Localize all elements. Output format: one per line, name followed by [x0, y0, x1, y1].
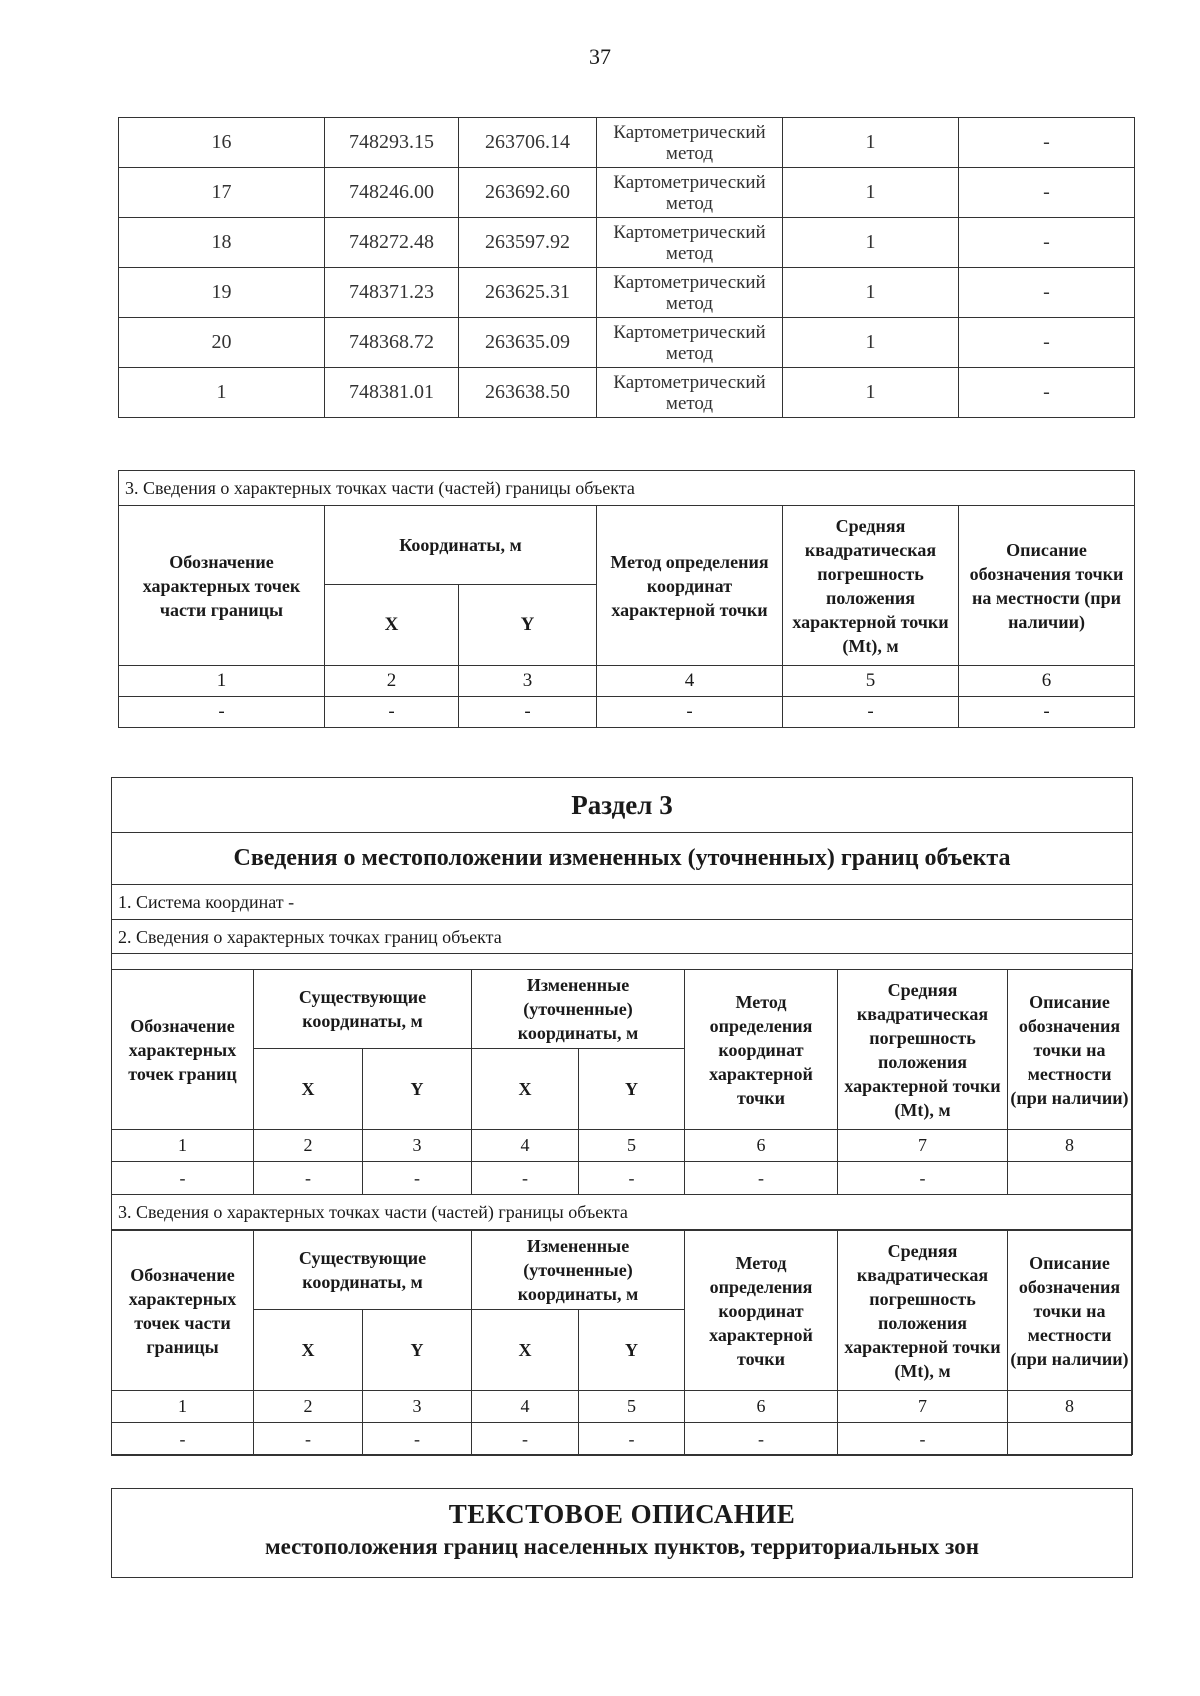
column-numbers-row-cell: 1: [112, 1391, 254, 1423]
empty-row-cell: -: [579, 1162, 685, 1195]
header-points: Обозначение характерных точек границ: [112, 970, 254, 1130]
method: Картометрический метод: [597, 268, 783, 318]
header-y: Y: [459, 585, 597, 666]
coord-y: 263635.09: [459, 318, 597, 368]
column-numbers-row-cell: 1: [119, 666, 325, 697]
coordinates-table: [118, 117, 1135, 418]
accuracy-mt: 1: [783, 118, 959, 168]
header-mt: Средняя квадратическая погрешность положения характерной точки (Mt), м: [838, 970, 1008, 1130]
header-method: Метод определения координат характерной точки: [685, 970, 838, 1130]
empty-row: [119, 697, 1135, 728]
header-x: X: [325, 585, 459, 666]
description: -: [959, 168, 1135, 218]
coord-y: 263638.50: [459, 368, 597, 418]
column-numbers-row-cell: 3: [363, 1391, 472, 1423]
coord-y: 263706.14: [459, 118, 597, 168]
header-method: Метод определения координат характерной точки: [685, 1231, 838, 1391]
description: -: [959, 368, 1135, 418]
accuracy-mt: 1: [783, 168, 959, 218]
text-description-subtitle: местоположения границ населенных пунктов, территориальных зон: [265, 1534, 979, 1559]
header-points: Обозначение характерных точек части границы: [112, 1231, 254, 1391]
text-description-title: ТЕКСТОВОЕ ОПИСАНИЕ: [448, 1499, 796, 1529]
part-boundary-points-table: [118, 470, 1135, 728]
table-row: [119, 168, 1135, 218]
column-numbers-row-cell: 5: [783, 666, 959, 697]
column-numbers-row-cell: 2: [254, 1391, 363, 1423]
column-numbers-row: [112, 1391, 1132, 1423]
header-x-changed: X: [472, 1310, 579, 1391]
empty-row-cell: -: [363, 1423, 472, 1456]
empty-row-cell: -: [119, 697, 325, 728]
column-numbers-row: [112, 1130, 1132, 1162]
header-mt: Средняя квадратическая погрешность положения характерной точки (Mt), м: [783, 506, 959, 666]
coord-x: 748293.15: [325, 118, 459, 168]
column-numbers-row-cell: 4: [472, 1391, 579, 1423]
header-x-existing: X: [254, 1049, 363, 1130]
table-row: [119, 118, 1135, 168]
table-row: [119, 218, 1135, 268]
header-y-existing: Y: [363, 1310, 472, 1391]
header-y-changed: Y: [579, 1310, 685, 1391]
column-numbers-row-cell: 7: [838, 1130, 1008, 1162]
coord-x: 748381.01: [325, 368, 459, 418]
coord-y: 263625.31: [459, 268, 597, 318]
header-existing: Существующие координаты, м: [254, 970, 472, 1049]
method: Картометрический метод: [597, 168, 783, 218]
column-numbers-row-cell: 3: [459, 666, 597, 697]
empty-row-cell: -: [363, 1162, 472, 1195]
table-row: [119, 368, 1135, 418]
empty-row-cell: -: [325, 697, 459, 728]
header-x-changed: X: [472, 1049, 579, 1130]
column-numbers-row-cell: 7: [838, 1391, 1008, 1423]
section-title: Раздел 3: [112, 778, 1132, 833]
column-numbers-row-cell: 2: [254, 1130, 363, 1162]
changed-part-boundary-points-table: [111, 1230, 1132, 1456]
empty-row-cell: -: [597, 697, 783, 728]
description: -: [959, 318, 1135, 368]
column-numbers-row-cell: 4: [597, 666, 783, 697]
header-mt: Средняя квадратическая погрешность положения характерной точки (Mt), м: [838, 1231, 1008, 1391]
accuracy-mt: 1: [783, 318, 959, 368]
header-x-existing: X: [254, 1310, 363, 1391]
section-subtitle: Сведения о местоположении измененных (уточненных) границ объекта: [112, 832, 1132, 885]
method: Картометрический метод: [597, 118, 783, 168]
header-changed: Измененные (уточненные) координаты, м: [472, 970, 685, 1049]
column-numbers-row-cell: 6: [959, 666, 1135, 697]
column-numbers-row-cell: 4: [472, 1130, 579, 1162]
header-desc: Описание обозначения точки на местности (при наличии): [1008, 970, 1132, 1130]
column-numbers-row-cell: 2: [325, 666, 459, 697]
accuracy-mt: 1: [783, 268, 959, 318]
column-numbers-row-cell: 6: [685, 1391, 838, 1423]
column-numbers-row-cell: 1: [112, 1130, 254, 1162]
coord-x: 748371.23: [325, 268, 459, 318]
point-number: 17: [119, 168, 325, 218]
column-numbers-row-cell: 6: [685, 1130, 838, 1162]
header-desc: Описание обозначения точки на местности (при наличии): [959, 506, 1135, 666]
column-numbers-row: [119, 666, 1135, 697]
header-method: Метод определения координат характерной точки: [597, 506, 783, 666]
text-description-box: [111, 1488, 1133, 1578]
accuracy-mt: 1: [783, 218, 959, 268]
empty-row-cell: -: [838, 1162, 1008, 1195]
empty-row-cell: [1008, 1162, 1132, 1195]
column-numbers-row-cell: 8: [1008, 1391, 1132, 1423]
header-changed: Измененные (уточненные) координаты, м: [472, 1231, 685, 1310]
empty-row-cell: -: [472, 1423, 579, 1456]
header-y-existing: Y: [363, 1049, 472, 1130]
method: Картометрический метод: [597, 318, 783, 368]
method: Картометрический метод: [597, 368, 783, 418]
coord-y: 263597.92: [459, 218, 597, 268]
part-caption: 3. Сведения о характерных точках части (частей) границы объекта: [112, 1195, 1132, 1230]
empty-row-cell: -: [959, 697, 1135, 728]
method: Картометрический метод: [597, 218, 783, 268]
description: -: [959, 268, 1135, 318]
description: -: [959, 218, 1135, 268]
empty-row-cell: -: [472, 1162, 579, 1195]
table-caption: 3. Сведения о характерных точках части (частей) границы объекта: [119, 471, 1135, 506]
table-row: [119, 318, 1135, 368]
coord-system: 1. Система координат -: [112, 884, 1132, 920]
coord-x: 748368.72: [325, 318, 459, 368]
column-numbers-row-cell: 8: [1008, 1130, 1132, 1162]
table-row: [119, 268, 1135, 318]
empty-row-cell: -: [254, 1423, 363, 1456]
description: -: [959, 118, 1135, 168]
empty-row-cell: -: [579, 1423, 685, 1456]
column-numbers-row-cell: 3: [363, 1130, 472, 1162]
changed-boundary-points-table: [111, 969, 1132, 1230]
empty-row-cell: -: [112, 1423, 254, 1456]
coord-y: 263692.60: [459, 168, 597, 218]
column-numbers-row-cell: 5: [579, 1130, 685, 1162]
empty-row: [112, 1423, 1132, 1456]
header-y-changed: Y: [579, 1049, 685, 1130]
empty-row-cell: -: [685, 1423, 838, 1456]
header-existing: Существующие координаты, м: [254, 1231, 472, 1310]
empty-row-cell: -: [459, 697, 597, 728]
empty-row-cell: -: [112, 1162, 254, 1195]
point-number: 20: [119, 318, 325, 368]
empty-row-cell: -: [838, 1423, 1008, 1456]
accuracy-mt: 1: [783, 368, 959, 418]
point-number: 19: [119, 268, 325, 318]
empty-row-cell: -: [783, 697, 959, 728]
empty-row-cell: -: [254, 1162, 363, 1195]
point-number: 16: [119, 118, 325, 168]
coord-x: 748246.00: [325, 168, 459, 218]
page-number: 37: [589, 44, 611, 69]
header-points: Обозначение характерных точек части границы: [119, 506, 325, 666]
points-caption: 2. Сведения о характерных точках границ объекта: [112, 920, 1132, 954]
empty-row-cell: [1008, 1423, 1132, 1456]
point-number: 18: [119, 218, 325, 268]
column-numbers-row-cell: 5: [579, 1391, 685, 1423]
point-number: 1: [119, 368, 325, 418]
empty-row: [112, 1162, 1132, 1195]
header-desc: Описание обозначения точки на местности (при наличии): [1008, 1231, 1132, 1391]
coord-x: 748272.48: [325, 218, 459, 268]
header-coords: Координаты, м: [325, 506, 597, 585]
empty-row-cell: -: [685, 1162, 838, 1195]
